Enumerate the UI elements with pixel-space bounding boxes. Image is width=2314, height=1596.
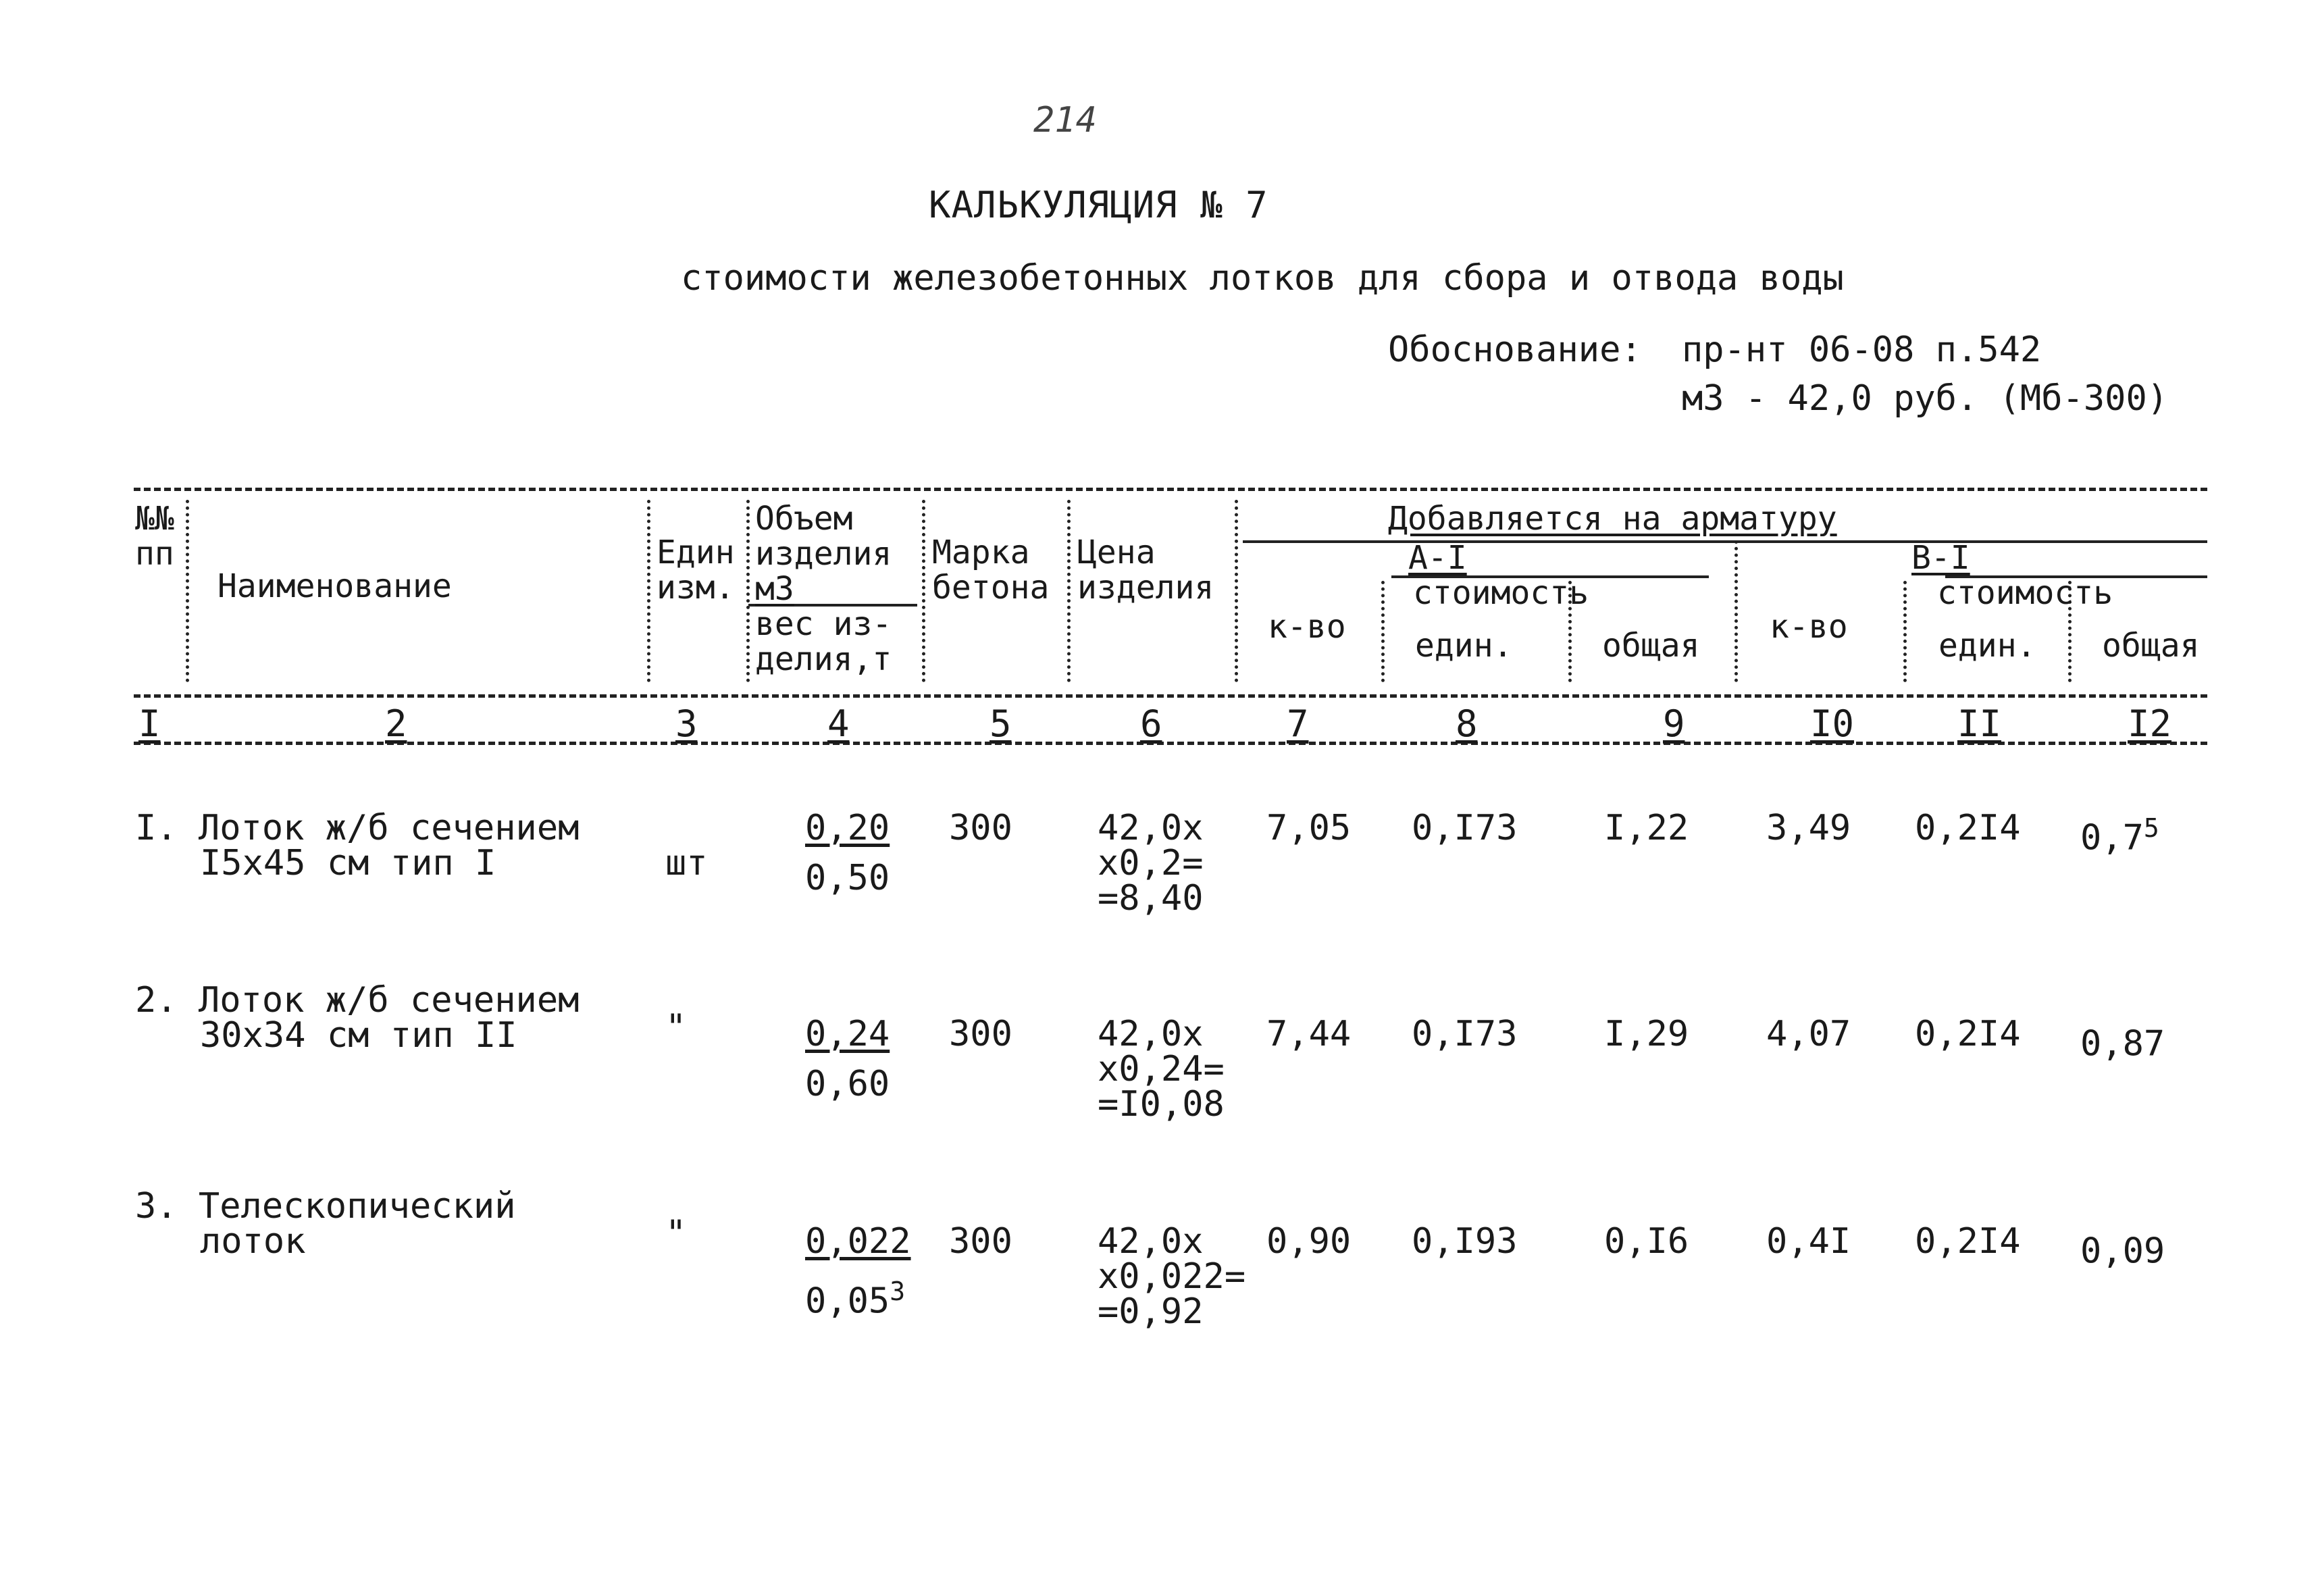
row-1-b1-total-main: 0,7 bbox=[2080, 817, 2144, 858]
row-3-b1-total-cost bbox=[2080, 1224, 2165, 1272]
row-3-name bbox=[135, 1186, 516, 1262]
col-separator-2 bbox=[647, 500, 650, 682]
row-3-grade: 300 bbox=[949, 1221, 1012, 1262]
row-3-b1-unit-cost: 0,2I4 bbox=[1915, 1221, 2021, 1262]
row-1-price bbox=[1098, 808, 1204, 919]
col-separator-4 bbox=[922, 500, 925, 682]
row-2-a1-total-cost: I,29 bbox=[1604, 1014, 1689, 1054]
row-2-name bbox=[135, 980, 580, 1056]
col-separator-10 bbox=[1903, 581, 1907, 682]
row-2-a1-qty: 7,44 bbox=[1266, 1014, 1352, 1054]
row-1-price-line-3: =8,40 bbox=[1098, 878, 1204, 919]
col-number-7: 7 bbox=[1287, 702, 1309, 745]
row-1-price-line-1: 42,0х bbox=[1098, 808, 1204, 848]
row-2-price-line-2: х0,24= bbox=[1098, 1049, 1225, 1089]
row-2-volume-weight bbox=[805, 1016, 890, 1102]
row-1-b1-unit-cost: 0,2I4 bbox=[1915, 808, 2021, 848]
header-unit-line-1: Един bbox=[657, 534, 735, 571]
row-2-grade: 300 bbox=[949, 1014, 1012, 1054]
row-2-price bbox=[1098, 1014, 1225, 1125]
header-volume-line-2: изделия bbox=[755, 535, 892, 573]
col-number-12: I2 bbox=[2128, 702, 2172, 745]
header-a1-cost: стоимость bbox=[1413, 574, 1589, 612]
row-2-unit: " bbox=[665, 1007, 687, 1048]
header-name: Наименование bbox=[217, 567, 452, 605]
row-2-b1-total-cost bbox=[2080, 1016, 2165, 1064]
row-2-b1-total-main: 0,87 bbox=[2080, 1023, 2165, 1064]
row-1-name bbox=[135, 810, 579, 881]
col-number-9: 9 bbox=[1663, 702, 1685, 745]
row-2-name-line-2: 30х34 см тип II bbox=[200, 1015, 517, 1056]
column-numbers-rule bbox=[134, 742, 2207, 745]
header-a1-total-cost: общая bbox=[1602, 627, 1700, 665]
header-num-line-2: пп bbox=[135, 535, 174, 573]
header-a1-qty: к-во bbox=[1268, 608, 1346, 646]
header-grade-line-1: Марка bbox=[932, 534, 1030, 571]
row-3-price-line-3: =0,92 bbox=[1098, 1291, 1204, 1332]
row-2-volume: 0,24 bbox=[805, 1014, 890, 1054]
row-1-volume-weight bbox=[805, 810, 890, 896]
col-separator-5 bbox=[1067, 500, 1071, 682]
header-unit bbox=[657, 535, 735, 605]
col-separator-9 bbox=[1734, 540, 1738, 682]
added-rule bbox=[1243, 540, 2207, 543]
row-3-a1-unit-cost: 0,I93 bbox=[1412, 1221, 1518, 1262]
col-separator-1 bbox=[186, 500, 189, 682]
row-1-b1-total-cost bbox=[2080, 810, 2159, 858]
row-1-name-line-1: I. Лоток ж/б сечением bbox=[135, 808, 580, 848]
table-top-rule bbox=[134, 488, 2207, 491]
col-number-11: II bbox=[1957, 702, 2002, 745]
row-3-name-line-1: 3. Телескопический bbox=[135, 1186, 516, 1227]
col-number-6: 6 bbox=[1140, 702, 1162, 745]
row-1-grade: 300 bbox=[949, 808, 1012, 848]
col-number-1: I bbox=[138, 702, 161, 745]
header-num-line-1: №№ bbox=[135, 500, 174, 538]
row-2-price-line-3: =I0,08 bbox=[1098, 1084, 1225, 1125]
header-b1: В-I bbox=[1911, 539, 1970, 577]
row-1-a1-total-cost: I,22 bbox=[1604, 808, 1689, 848]
row-3-weight-sup: 3 bbox=[890, 1277, 906, 1306]
header-a1: А-I bbox=[1408, 539, 1467, 577]
header-b1-qty: к-во bbox=[1770, 608, 1848, 646]
col-number-4: 4 bbox=[827, 702, 850, 745]
header-volume bbox=[755, 501, 892, 677]
col-number-2: 2 bbox=[385, 702, 407, 745]
basis-label: Обоснование: bbox=[1388, 330, 1642, 370]
row-3-b1-total-main: 0,09 bbox=[2080, 1231, 2165, 1272]
row-1-a1-qty: 7,05 bbox=[1266, 808, 1352, 848]
header-price bbox=[1077, 535, 1214, 605]
row-2-a1-unit-cost: 0,I73 bbox=[1412, 1014, 1518, 1054]
row-3-weight-main: 0,05 bbox=[805, 1281, 890, 1322]
header-b1-cost: стоимость bbox=[1937, 574, 2113, 612]
row-3-unit: " bbox=[665, 1213, 687, 1254]
col-separator-6 bbox=[1235, 500, 1238, 682]
col-number-8: 8 bbox=[1456, 702, 1478, 745]
page-number: 214 bbox=[1033, 100, 1097, 140]
row-3-a1-qty: 0,90 bbox=[1266, 1221, 1352, 1262]
header-num bbox=[135, 501, 174, 571]
basis-reference: пр-нт 06-08 п.542 bbox=[1682, 330, 2042, 370]
header-bottom-rule bbox=[134, 694, 2207, 698]
header-b1-total-cost: общая bbox=[2102, 627, 2200, 665]
header-price-line-1: Цена bbox=[1077, 534, 1156, 571]
row-3-volume: 0,022 bbox=[805, 1221, 911, 1262]
row-1-b1-qty: 3,49 bbox=[1766, 808, 1851, 848]
header-volume-line-1: Объем bbox=[755, 500, 853, 538]
row-2-b1-qty: 4,07 bbox=[1766, 1014, 1851, 1054]
row-1-a1-unit-cost: 0,I73 bbox=[1412, 808, 1518, 848]
row-2-weight: 0,60 bbox=[805, 1064, 890, 1104]
col-number-10: I0 bbox=[1810, 702, 1855, 745]
row-3-a1-total-cost: 0,I6 bbox=[1604, 1221, 1689, 1262]
col-number-3: 3 bbox=[675, 702, 698, 745]
row-3-b1-qty: 0,4I bbox=[1766, 1221, 1851, 1262]
row-3-price bbox=[1098, 1221, 1246, 1332]
row-1-unit: шт bbox=[665, 843, 708, 883]
row-1-name-line-2: I5х45 см тип I bbox=[200, 843, 496, 883]
row-3-weight bbox=[805, 1274, 911, 1322]
header-unit-line-2: изм. bbox=[657, 569, 735, 607]
header-weight-line-2: делия,т bbox=[755, 640, 892, 678]
row-3-price-line-1: 42,0х bbox=[1098, 1221, 1204, 1262]
document-title: КАЛЬКУЛЯЦИЯ № 7 bbox=[929, 184, 1268, 226]
header-grade-line-2: бетона bbox=[932, 569, 1050, 607]
row-2-b1-unit-cost: 0,2I4 bbox=[1915, 1014, 2021, 1054]
row-3-name-line-2: лоток bbox=[200, 1221, 306, 1262]
row-3-price-line-2: х0,022= bbox=[1098, 1256, 1246, 1297]
col-separator-7 bbox=[1381, 581, 1385, 682]
row-1-volume: 0,20 bbox=[805, 808, 890, 848]
row-1-weight: 0,50 bbox=[805, 858, 890, 898]
header-b1-unit-cost: един. bbox=[1938, 627, 2036, 665]
col-number-5: 5 bbox=[989, 702, 1012, 745]
row-1-price-line-2: х0,2= bbox=[1098, 843, 1204, 883]
document-subtitle: стоимости железобетонных лотков для сбора и отвода воды bbox=[681, 258, 1844, 299]
header-volume-unit: м3 bbox=[755, 570, 794, 608]
header-price-line-2: изделия bbox=[1077, 569, 1214, 607]
header-added-to-rebar: Добавляется на арматуру bbox=[1388, 500, 1837, 538]
row-3-volume-weight bbox=[805, 1221, 911, 1322]
header-grade bbox=[932, 535, 1049, 605]
row-2-name-line-1: 2. Лоток ж/б сечением bbox=[135, 980, 580, 1021]
row-2-price-line-1: 42,0х bbox=[1098, 1014, 1204, 1054]
col-separator-3 bbox=[746, 500, 750, 682]
row-1-b1-total-sup: 5 bbox=[2143, 813, 2159, 843]
basis-price: м3 - 42,0 руб. (Мб-300) bbox=[1682, 378, 2169, 419]
header-weight-line-1: вес из- bbox=[755, 605, 892, 643]
header-a1-unit-cost: един. bbox=[1415, 627, 1513, 665]
